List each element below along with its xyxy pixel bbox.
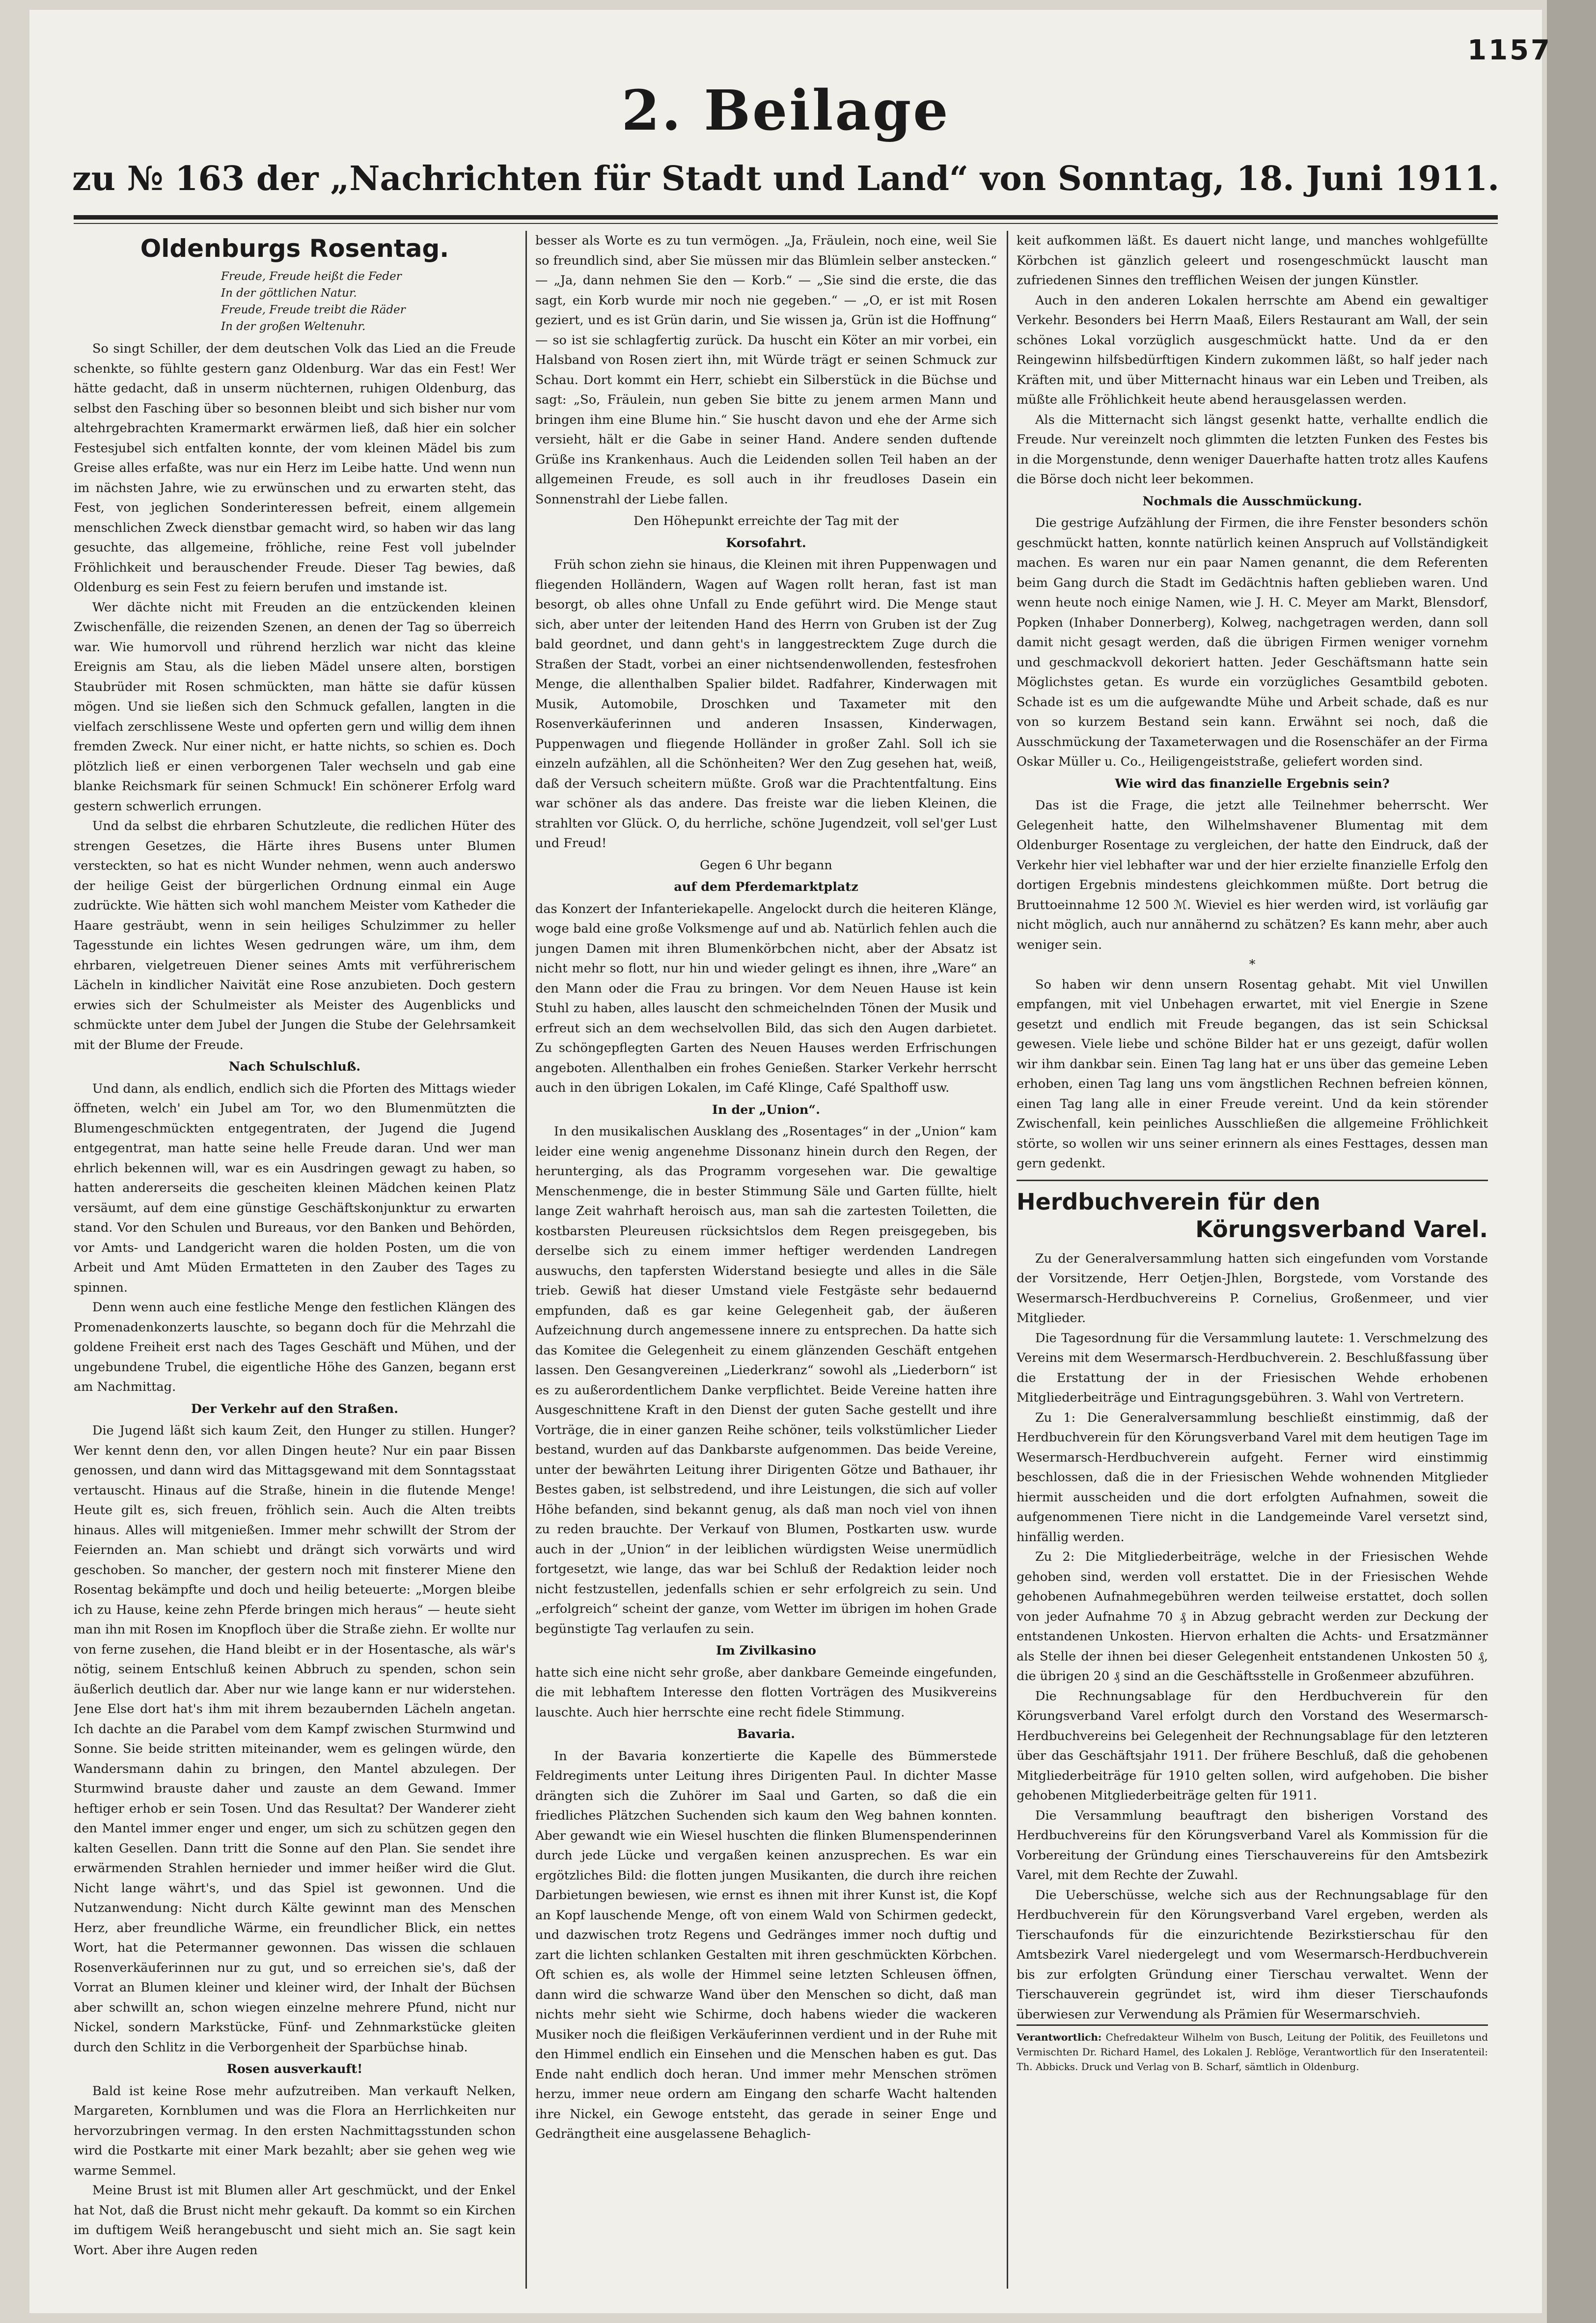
imprint-label: Verantwortlich: [1017,2031,1102,2043]
imprint-text: Chefredakteur Wilhelm von Busch, Leitung der Politik, des Feuilletons und Vermischten Dr. Richard Hamel, des Lokalen J. Reblöge, Verantwortlich für den Inseratenteil: Th. Abbicks. Druck und Verlag von B. Scharf, sämtlich in Oldenburg. [1017,2031,1488,2073]
subheading: Gegen 6 Uhr begann [700,857,832,873]
paragraph: Die Jugend läßt sich kaum Zeit, den Hunger zu stillen. Hunger? Wer kennt denn den, vor allen Dingen heute? Nur ein paar Bissen genossen, und dann wird das Mittagsgewand mit dem Sonntagsstaat vertauscht. Hinaus auf die Straße, hinein in die flutende Menge! Heute gilt es, sich freuen, fröhlich sein. Auch die Alten treibts hinaus. Alles will mitgenießen. Immer mehr schwillt der Strom der Feiernden an. Man schiebt und drängt sich vorwärts und wird geschoben. So mancher, der gestern noch mit finsterer Miene den Rosentag bekämpfte und doch und heilig beteuerte: „Morgen bleibe ich zu Hause, keine zehn Pferde bringen mich heraus“ — heute sieht man ihn mit Rosen im Knopfloch über die Straße ziehn. Er wollte nur von ferne zusehen, die Hand bleibt er in der Hosentasche, als wär's nötig, seinem Entschluß keinen Abbruch zu spenden, schon sein äußerlich deutlich dar. Aber nur wie lange kann er nur widerstehen. Jene Else dort hat's ihm mit ihrem bezaubernden Lächeln angetan. Ich dachte an die Parabel vom dem Kampf zwischen Sturmwind und Sonne. Sie beide stritten miteinander, wem es gelingen würde, den Wandersmann dahin zu bringen, den Mantel abzulegen. Der Sturmwind brauste daher und zauste an dem Gewand. Immer heftiger erhob er sein Tosen. Und das Resultat? Der Wanderer zieht den Mantel immer enger und enger, um sich zu schützen gegen den kalten Gesellen. Dann tritt die Sonne auf den Plan. Sie sendet ihre erwärmenden Strahlen hernieder und immer heißer wird die Glut. Nicht lange währt's, und das Spiel ist gewonnen. Und die Nutzanwendung: Nicht durch Kälte gewinnt man des Menschen Herz, aber freundliche Wärme, ein freundlicher Blick, ein nettes Wort, hat die Petermanner gewonnen. Das wissen die schlauen Rosenverkäuferinnen nur zu gut, und so erreichen sie's, daß der Vorrat an Blumen kleiner und kleiner wird, der Inhalt der Büchsen aber schwillt an, schon wiegen einzelne mehrere Pfund, nicht nur Nickel, sondern Markstücke, Fünf- und Zehnmarkstücke gleiten durch den Schlitz in die Verborgenheit der Sparbüchse hinab. [74,1423,516,2055]
paragraph: keit aufkommen läßt. Es dauert nicht lange, und manches wohlgefüllte Körbchen ist gänzlich geleert und rosengeschmückt lauscht man zufriedenen Sinnes den trefflichen Weisen der jungen Künstler. [1017,233,1488,288]
subheading: In der „Union“. [712,1102,820,1117]
subheading: Korsofahrt. [726,535,806,551]
subheading: Rosen ausverkauft! [226,2062,363,2076]
paragraph: So singt Schiller, der dem deutschen Volk das Lied an die Freude schenkte, so fühlte gestern ganz Oldenburg. War das ein Fest! Wer hätte gedacht, daß in unserm nüchternen, ruhigen Oldenburg, das selbst den Fasching über so besonnen bleibt und sich bisher nur vom altehrgebrachten Kramermarkt erwärmen ließ, daß hier ein solcher Festesjubel sich entfalten konnte, der vom kleinen Mädel bis zum Greise alles erfaßte, was nur ein Herz im Leibe hatte. Und wenn nun im nächsten Jahre, wie zu erwünschen und zu erwarten steht, das Fest, von jeglichen Sonderinteressen befreit, einem allgemein menschlichen Zweck dienstbar gemacht wird, so haben wir das lang gesuchte, das allgemeine, fröhliche, reine Fest voll jubelnder Fröhlichkeit und berauschender Freude. Dieser Tag bewies, daß Oldenburg es sein Fest zu feiern berufen und imstande ist. [74,341,516,595]
paragraph: Und da selbst die ehrbaren Schutzleute, die redlichen Hüter des strengen Gesetzes, die Härte ihres Busens unter Blumen versteckten, so hat es nicht Wunder nehmen, wenn auch anderswo der heilige Geist der bürgerlichen Ordnung einmal ein Auge zudrückte. Wie hätten sich wohl manchem Meister vom Katheder die Haare gesträubt, wenn in sein heiliges Schulzimmer zu heller Tagesstunde ein lichtes Wesen gedrungen wäre, um ihm, dem ehrbaren, vielgetreuen Diener seines Amts mit verführerischem Lächeln in kindlicher Naivität eine Rose anzubieten. Doch gestern erwies sich der Schulmeister als Meister des Augenblicks und schmückte unter dem Jubel der Jungen die Stube der Gelehrsamkeit mit der Blume der Freude. [74,819,516,1052]
paragraph: Die Ueberschüsse, welche sich aus der Rechnungsablage für den Herdbuchverein für den Körungsverband Varel ergeben, werden als Tierschaufonds für die einzurichtende Bezirkstierschau für den Amtsbezirk Varel niedergelegt und vom Wesermarsch-Herdbuchverein bis zur erfolgten Gründung einer Tierschau verwaltet. Wenn der Tierschauverein gegründet ist, wird ihm dieser Tierschaufonds überwiesen zur Verwendung als Prämien für Wesermarschvieh. [1017,1887,1488,2022]
subheading: auf dem Pferdemarktplatz [674,880,858,894]
verse-line: Freude, Freude treibt die Räder [221,304,406,316]
article-title-line: Körungsverband Varel. [1195,1216,1488,1243]
newspaper-page [29,10,1552,2313]
masthead-title: 2. Beilage [621,79,950,143]
column-divider-1 [525,231,527,2289]
column-2 [535,231,997,2289]
paragraph: Denn wenn auch eine festliche Menge den festlichen Klängen des Promenadenkonzerts lauschte, so begann doch für die Mehrzahl die goldene Freiheit erst nach des Tages Geschäft und Mühen, und der ungebundene Trubel, die eigentliche Höhe des Ganzen, begann erst am Nachmittag. [74,1300,516,1394]
paragraph: Zu 2: Die Mitgliederbeiträge, welche in der Friesischen Wehde gehoben sind, werden voll erstattet. Die in der Friesischen Wehde gehobenen Aufnahmegebühren werden teilweise erstattet, doch sollen von jeder Aufnahme 70 ₰ in Abzug gebracht werden zur Deckung der entstandenen Unkosten. Hiervon erhalten die Achts- und Ersatzmänner als Stelle der ihnen bei dieser Gelegenheit entstandenen Unkosten 50 ₰, die übrigen 20 ₰ sind an die Geschäftsstelle in Großenmeer abzuführen. [1017,1549,1488,1684]
article-title-rosentag: Oldenburgs Rosentag. [140,234,449,263]
paragraph: hatte sich eine nicht sehr große, aber dankbare Gemeinde eingefunden, die mit lebhaftem Interesse den flotten Vorträgen des Musikvereins lauschte. Auch hier herrschte eine recht fidele Stimmung. [535,1665,997,1720]
subheading: Bavaria. [737,1727,795,1742]
paragraph: Das ist die Frage, die jetzt alle Teilnehmer beherrscht. Wer Gelegenheit hatte, den Wilhelmshavener Blumentag mit dem Oldenburger Rosentage zu vergleichen, der hatte den Eindruck, daß der Verkehr hier viel lebhafter war und der hier erzielte finanzielle Erfolg den dortigen Ergebnis mindestens gleichkommen müßte. Dort betrug die Bruttoeinnahme 12 500 ℳ. Wieviel es hier werden wird, ist vorläufig gar nicht möglich, auch nur annähernd zu schätzen? Es kann mehr, aber auch weniger sein. [1017,798,1488,952]
verse-line: Freude, Freude heißt die Feder [221,270,402,283]
paragraph: Früh schon ziehn sie hinaus, die Kleinen mit ihren Puppenwagen und fliegenden Holländern, Wagen auf Wagen rollt heran, fast ist man besorgt, ob alles ohne Unfall zu Ende geführt wird. Die Menge staut sich, aber unter der leitenden Hand des Herrn von Gruben ist der Zug bald geordnet, und dann geht's in langgestrecktem Zuge durch die Straßen der Stadt, vorbei an einer nichtsendenwollenden, festesfrohen Menge, die allenthalben Spalier bildet. Radfahrer, Kinderwagen mit Musik, Automobile, Droschken und Taxameter mit den Rosenverkäuferinnen und anderen Insassen, Kinderwagen, Puppenwagen und fliegende Holländer in großer Zahl. Soll ich sie einzeln aufzählen, all die Schönheiten? Wer den Zug gesehen hat, weiß, daß der Versuch scheitern müßte. Groß war die Prachtentfaltung. Eins war schöner als das andere. Das freiste war die lieben Kleinen, die strahlten vor Glück. O, du herrliche, schöne Jugendzeit, voll sel'ger Lust und Freud! [535,557,997,851]
section-separator: * [1249,957,1256,972]
column-divider-2 [1007,231,1008,2289]
verse-line: In der großen Weltenuhr. [221,320,366,333]
paragraph: Als die Mitternacht sich längst gesenkt hatte, verhallte endlich die Freude. Nur vereinzelt noch glimmten die letzten Funken des Festes bis in die Morgenstunde, denn weniger Dauerhafte hatten trotz alles Kaufens die Börse doch nicht leer bekommen. [1017,412,1488,487]
paragraph: Meine Brust ist mit Blumen aller Art geschmückt, und der Enkel hat Not, daß die Brust nicht mehr gekauft. Da kommt so ein Kirchen im duftigem Weiß herangebuscht und sieht mich an. Sie sagt kein Wort. Aber ihre Augen reden [74,2183,516,2258]
book-binding-edge [1547,0,1596,2323]
paragraph: Die Tagesordnung für die Versammlung lautete: 1. Verschmelzung des Vereins mit dem Wesermarsch-Herdbuchverein. 2. Beschlußfassung über die Erstattung der in der Friesischen Wehde erhobenen Mitgliederbeiträge und Eintragungsgebühren. 3. Wahl von Vertretern. [1017,1330,1488,1405]
subheading: Der Verkehr auf den Straßen. [191,1401,399,1416]
paragraph: Wer dächte nicht mit Freuden an die entzückenden kleinen Zwischenfälle, die reizenden Szenen, an denen der Tag so überreich war. Wie humorvoll und rührend herzlich war nicht das kleine Ereignis am Stau, als die lieben Mädel unsere alten, borstigen Staubrüder mit Rosen schmückten, man hätte sie dafür küssen mögen. Und sie ließen sich den Schmuck gefallen, langten in die vielfach zerschlissene Weste und opferten gern und willig dem ihnen fremden Zweck. Nur einer nicht, er hatte nichts, so schien es. Doch plötzlich ließ er einen verborgenen Taler wechseln und gab eine blanke Reichsmark für seinen Schmuck! Ein schönerer Erfolg ward gestern schwerlich errungen. [74,600,516,814]
paragraph: Zu 1: Die Generalversammlung beschließt einstimmig, daß der Herdbuchverein für den Körungsverband Varel mit dem heutigen Tage im Wesermarsch-Herdbuchverein aufgeht. Ferner wird einstimmig beschlossen, daß die in der Friesischen Wehde wohnenden Mitglieder hiermit ausscheiden und die dort erfolgten Aufnahmen, soweit die aufgenommenen Tiere nicht in die Landgemeinde Varel versetzt sind, hinfällig werden. [1017,1410,1488,1545]
paragraph: In den musikalischen Ausklang des „Rosentages“ in der „Union“ kam leider eine wenig angenehme Dissonanz hinein durch den Regen, der herunterging, als das Programm vorgesehen war. Die gewaltige Menschenmenge, die in bester Stimmung Säle und Garten füllte, hielt lange Zeit wahrhaft heroisch aus, man sah die zartesten Toiletten, die kostbarsten Pleureusen rücksichtslos dem Regen preisgegeben, bis derselbe sich zu einem immer heftiger werdenden Landregen auswuchs, den tapfersten Widerstand besiegte und alles in die Säle trieb. Gewiß hat dieser Umstand viele Festgäste sehr bedauernd empfunden, daß es gar keine Gelegenheit gab, der äußeren Aufzeichnung durch angemessene innere zu entsprechen. Da hatte sich das Komitee die Gelegenheit zu einem glänzenden Geschäft entgehen lassen. Den Gesangvereinen „Liederkranz“ sowohl als „Liederborn“ ist es zu außerordentlichem Danke verpflichtet. Beide Vereine hatten ihre Ausgeschnittene Kraft in den Dienst der guten Sache gestellt und ihre Vorträge, die in einer ganzen Reihe schöner, teils volkstümlicher Lieder bestand, wurden auf das Dankbarste aufgenommen. Das beide Vereine, unter der bewährten Leitung ihrer Dirigenten Götze und Bathauer, ihr Bestes gaben, ist selbstredend, und ihre Leistungen, die sich auf voller Höhe befanden, sind bekannt genug, als daß man noch viel von ihnen zu reden brauchte. Der Verkauf von Blumen, Postkarten usw. wurde auch in der „Union“ in der leiblichen würdigsten Weise unermüdlich fortgesetzt, wie lange, das war bei Schluß der Redaktion leider noch nicht festzustellen, jedenfalls schien er sehr erfolgreich zu sein. Und „erfolgreich“ scheint der ganze, vom Wetter im übrigen im hohen Grade begünstigte Tag verlaufen zu sein. [535,1124,997,1636]
paragraph: Die Rechnungsablage für den Herdbuchverein für den Körungsverband Varel erfolgt durch den Vorstand des Wesermarsch-Herdbuchvereins bei Gelegenheit der Rechnungsablage für den letzteren über das Geschäftsjahr 1911. Der frühere Beschluß, daß die gehobenen Mitgliederbeiträge für 1910 gelten sollen, wird aufgehoben. Die bisher gehobenen Mitgliederbeiträge gelten für 1911. [1017,1688,1488,1803]
masthead-rule-thin [74,223,1498,224]
paragraph: das Konzert der Infanteriekapelle. Angelockt durch die heiteren Klänge, woge bald eine große Volksmenge auf und ab. Natürlich fehlen auch die jungen Damen mit ihren Blumenkörbchen nicht, aber der Absatz ist nicht mehr so flott, nur hin und wieder gelingt es ihnen, ihre „Ware“ an den Mann oder die Frau zu bringen. Vor dem Neuen Hause ist kein Stuhl zu haben, alles lauscht den schmeichelnden Tönen der Musik und erfreut sich an dem wechselvollen Bild, das sich den Augen darbietet. Zu schöngepflegten Garten des Neuen Hauses werden Erfrischungen angeboten. Allenthalben ein frohes Genießen. Starker Verkehr herrscht auch in den übrigen Lokalen, im Café Klinge, Café Spalthoff usw. [535,901,997,1095]
page-number: 1157 [1467,34,1552,66]
paragraph: So haben wir denn unsern Rosentag gehabt. Mit viel Unwillen empfangen, mit viel Unbehagen erwartet, mit viel Energie in Szene gesetzt und endlich mit Freude begangen, das ist sein Schicksal gewesen. Viele liebe und schöne Bilder hat er uns gezeigt, dafür wollen wir ihm dankbar sein. Einen Tag lang hat er uns über das gemeine Leben erhoben, einen Tag lang uns vom ängstlichen Rechnen befreien können, einen Tag lang alle in einer Freude vereint. Und da kein störender Zwischenfall, kein peinliches Ausschließen die allgemeine Fröhlichkeit störte, so wollen wir uns seiner erinnern als eines Festtages, dessen man gern gedenkt. [1017,977,1488,1171]
subheading: Im Zivilkasino [715,1643,817,1658]
section-rule [1017,1180,1488,1181]
subheading: Nach Schulschluß. [228,1059,361,1074]
column-3 [1017,231,1488,2289]
subheading: Nochmals die Ausschmückung. [1142,494,1362,509]
paragraph: Bald ist keine Rose mehr aufzutreiben. Man verkauft Nelken, Margareten, Kornblumen und was die Flora an Herrlichkeiten nur hervorzubringen vermag. In den ersten Nachmittagsstunden schon wird die Postkarte mit einer Mark bezahlt; aber sie gehen weg wie warme Semmel. [74,2083,516,2178]
paragraph: Zu der Generalversammlung hatten sich eingefunden vom Vorstande der Vorsitzende, Herr Oetjen-Jhlen, Borgstede, vom Vorstande des Wesermarsch-Herdbuchvereins P. Cornelius, Großenmeer, und vier Mitglieder. [1017,1251,1488,1326]
paragraph: Auch in den anderen Lokalen herrschte am Abend ein gewaltiger Verkehr. Besonders bei Herrn Maaß, Eilers Restaurant am Wall, der sein schönes Lokal vorzüglich ausgeschmückt hatte. Und da er den Reingewinn hilfsbedürftigen Kindern zukommen läßt, so half jeder nach Kräften mit, und über Mitternacht hinaus war ein Leben und Treiben, als müßte alle Fröhlichkeit heute abend herausgelassen werden. [1017,293,1488,407]
article-title-herdbuchverein [1017,1188,1488,1243]
article-title-line: Herdbuchverein für den [1017,1188,1321,1215]
imprint [1017,2024,1488,2074]
masthead-subtitle: zu № 163 der „Nachrichten für Stadt und Land“ von Sonntag, 18. Juni 1911. [72,159,1499,198]
column-1 [74,231,516,2289]
paragraph: Und dann, als endlich, endlich sich die Pforten des Mittags wieder öffneten, welch' ein Jubel am Tor, wo den Blumenmützten die Blumengeschmückten entgegentraten, der Jugend die Jugend entgegentrat, man hatte seine helle Freude daran. Und wer man ehrlich bekennen will, war es ein Ausdringen gewagt zu haben, so hatten andererseits die gescheiten kleinen Mädchen keinen Platz versäumt, auf dem eine günstige Geschäftskonjunktur zu erwarten stand. Vor den Schulen und Bureaus, vor den Banken und Behörden, vor Amts- und Landgericht waren die holden Posten, um die von Arbeit und Amt Müden Ermatteten in den Zauber des Tages zu spinnen. [74,1081,516,1295]
paragraph: Die Versammlung beauftragt den bisherigen Vorstand des Herdbuchvereins für den Körungsverband Varel als Kommission für die Vorbereitung der Gründung eines Tierschauvereins für den Amtsbezirk Varel, mit dem Rechte der Zuwahl. [1017,1808,1488,1882]
masthead-rule-thick [74,215,1498,220]
verse-line: In der göttlichen Natur. [221,287,357,300]
paragraph: In der Bavaria konzertierte die Kapelle des Bümmerstede Feldregiments unter Leitung ihres Dirigenten Paul. In dichter Masse drängten sich die Zuhörer im Saal und Garten, so daß die ein friedliches Plätzchen Suchenden sich kaum den Weg bahnen konnten. Aber gewandt wie ein Wiesel huschten die flinken Blumenspenderinnen durch jede Lücke und vergaßen keinen anzusprechen. Es war ein ergötzliches Bild: die flotten jungen Musikanten, die durch ihre reichen Darbietungen bewiesen, wie ernst es ihnen mit ihrer Kunst ist, die Kopf an Kopf lauschende Menge, oft von einem Wald von Schirmen gedeckt, und dazwischen trotz Regens und Gedränges immer noch duftig und zart die lichten schlanken Gestalten mit ihren geschmückten Körbchen. Oft schien es, als wolle der Himmel seine letzten Schleusen öffnen, dann wird die schwarze Wand über den Menschen so dicht, daß man nichts mehr sieht wie Schirme, doch habens wieder die wackeren Musiker noch die fleißigen Verkäuferinnen verdient und in der Ruhe mit den Himmel endlich ein Einsehen und die Menschen haben es gut. Das Ende naht endlich doch heran. Und immer mehr Menschen strömen herzu, immer neue ordern am Eingang den scharfe Wacht haltenden ihre Nickel, ein Gewoge entsteht, das gerade in seiner Enge und Gedrängtheit eine ausgelassene Behaglich- [535,1748,997,2141]
subheading: Den Höhepunkt erreichte der Tag mit der [633,514,899,528]
paragraph: Die gestrige Aufzählung der Firmen, die ihre Fenster besonders schön geschmückt hatten, konnte natürlich keinen Anspruch auf Vollständigkeit machen. Es waren nur ein paar Namen genannt, die dem Referenten beim Gang durch die Stadt im Gedächtnis haften geblieben waren. Und wenn heute noch einige Namen, wie J. H. C. Meyer am Markt, Blensdorf, Popken (Inhaber Donnerberg), Kolweg, nachgetragen werden, dann soll damit nicht gesagt werden, daß die übrigen Firmen weniger vornehm und geschmackvoll dekoriert hatten. Jeder Geschäftsmann hatte sein Möglichstes getan. Es wurde ein vorzügliches Gesamtbild geboten. Schade ist es um die aufgewandte Mühe und Arbeit schade, daß es nur von so kurzem Bestand sein kann. Erwähnt sei noch, daß die Ausschmückung der Taxameterwagen und die Rosenschäfer an der Firma Oskar Müller u. Co., Heiligengeiststraße, geliefert worden sind. [1017,516,1488,769]
subheading: Wie wird das finanzielle Ergebnis sein? [1115,776,1390,791]
paragraph: besser als Worte es zu tun vermögen. „Ja, Fräulein, noch eine, weil Sie so freundlich sind, aber Sie müssen mir das Blümlein selber anstecken.“ — „Ja, dann nehmen Sie den — Korb.“ — „Sie sind die erste, die das sagt, ein Korb wurde mir noch nie gegeben.“ — „O, er ist mit Rosen geziert, und es ist Grün darin, und Sie wissen ja, Grün ist die Hoffnung“ — so ist sie schlagfertig zurück. Da huscht ein Köter an mir vorbei, ein Halsband von Rosen ziert ihn, mit Würde trägt er seinen Schmuck zur Schau. Dort kommt ein Herr, schiebt ein Silberstück in die Büchse und sagt: „So, Fräulein, nun geben Sie bitte zu jenem armen Mann und bringen ihm eine Blume hin.“ Sie huscht davon und ehe der Arme sich versieht, hält er die Gabe in seiner Hand. Andere senden duftende Grüße ins Krankenhaus. Auch die Leidenden sollen Teil haben an der allgemeinen Freude, es soll auch in ihr freudloses Dasein ein Sonnenstrahl der Liebe fallen. [535,233,997,507]
